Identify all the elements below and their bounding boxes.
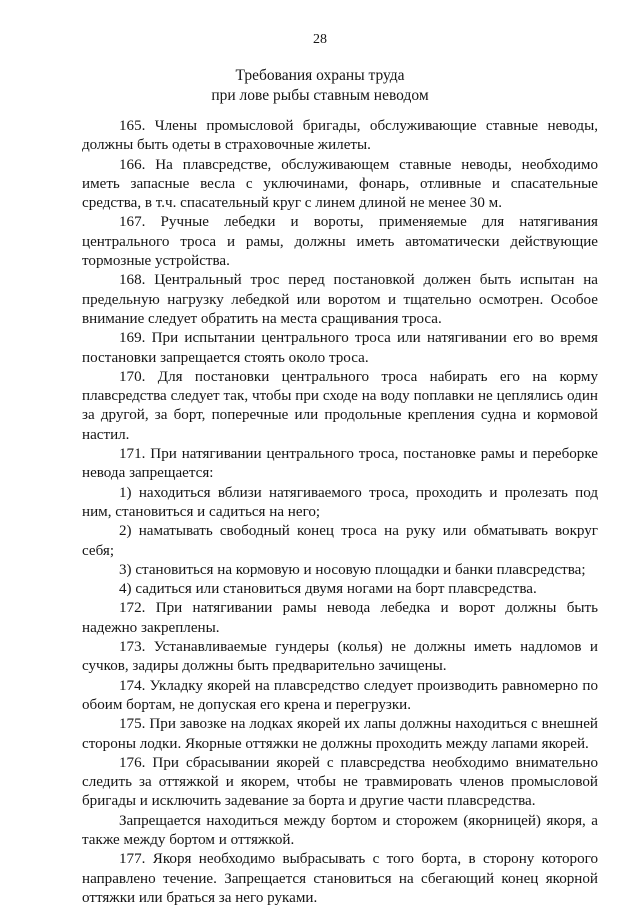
section-title-line-2: при лове рыбы ставным неводом [211, 87, 429, 104]
document-body [82, 117, 598, 908]
paragraph-168: 168. Центральный трос перед постановкой должен быть испытан на предельную нагрузку лебедкой или воротом и тщательно осмотрен. Особое внимание следует обратить на места сращивания троса. [82, 272, 598, 327]
section-title-line-1: Требования охраны труда [235, 67, 405, 84]
paragraph-166: 166. На плавсредстве, обслуживающем ставные неводы, необходимо иметь запасные весла с уключинами, фонарь, отливные и спасательные средства, в т.ч. спасательный круг с линем длиной не менее 30 м. [82, 156, 598, 212]
paragraph-171: 171. При натягивании центрального троса, постановке рамы и переборке невода запрещается: [82, 446, 598, 482]
paragraph-167: 167. Ручные лебедки и вороты, применяемые для натягивания центрального троса и рамы, должны иметь автоматически действующие тормозные устройства. [82, 214, 598, 270]
list-item-171-1: 1) находиться вблизи натягиваемого троса, проходить и пролезать под ним, становиться и садиться на него; [82, 484, 598, 520]
section-title [0, 66, 640, 106]
list-item-171-3: 3) становиться на кормовую и носовую площадки и банки плавсредства; [119, 561, 586, 578]
paragraph-176: 176. При сбрасывании якорей с плавсредства необходимо внимательно следить за оттяжкой и якорем, чтобы не травмировать членов промысловой бригады и исключить задевание за борта и другие части плавсредства. [82, 754, 598, 810]
list-item-171-4: 4) садиться или становиться двумя ногами на борт плавсредства. [119, 581, 537, 598]
paragraph-170: 170. Для постановки центрального троса набирать его на корму плавсредства следует так, чтобы при сходе на воду поплавки не цеплялись один за другой, за борт, поперечные или продольные крепления судна и кормовой настил. [82, 368, 598, 443]
paragraph-169: 169. При испытании центрального троса или натягивании его во время постановки запрещается стоять около троса. [82, 330, 598, 366]
paragraph-175: 175. При завозке на лодках якорей их лапы должны находиться с внешней стороны лодки. Якорные оттяжки не должны проходить между лапами якорей. [82, 716, 598, 752]
paragraph-173: 173. Устанавливаемые гундеры (колья) не должны иметь надломов и сучков, задиры должны быть предварительно зачищены. [82, 639, 598, 675]
paragraph-177: 177. Якоря необходимо выбрасывать с того борта, в сторону которого направлено течение. Запрещается становиться на сбегающий конец якорной оттяжки или браться за него руками. [82, 851, 598, 906]
paragraph-176-addendum: Запрещается находиться между бортом и сторожем (якорницей) якоря, а также между бортом и оттяжкой. [82, 812, 598, 848]
list-item-171-2: 2) наматывать свободный конец троса на руку или обматывать вокруг себя; [82, 523, 598, 559]
page-number: 28 [313, 32, 327, 47]
paragraph-174: 174. Укладку якорей на плавсредство следует производить равномерно по обоим бортам, не допуская его крена и перегрузки. [82, 677, 598, 713]
paragraph-165: 165. Члены промысловой бригады, обслуживающие ставные неводы, должны быть одеты в страховочные жилеты. [82, 118, 598, 154]
paragraph-172: 172. При натягивании рамы невода лебедка и ворот должны быть надежно закреплены. [82, 600, 598, 636]
